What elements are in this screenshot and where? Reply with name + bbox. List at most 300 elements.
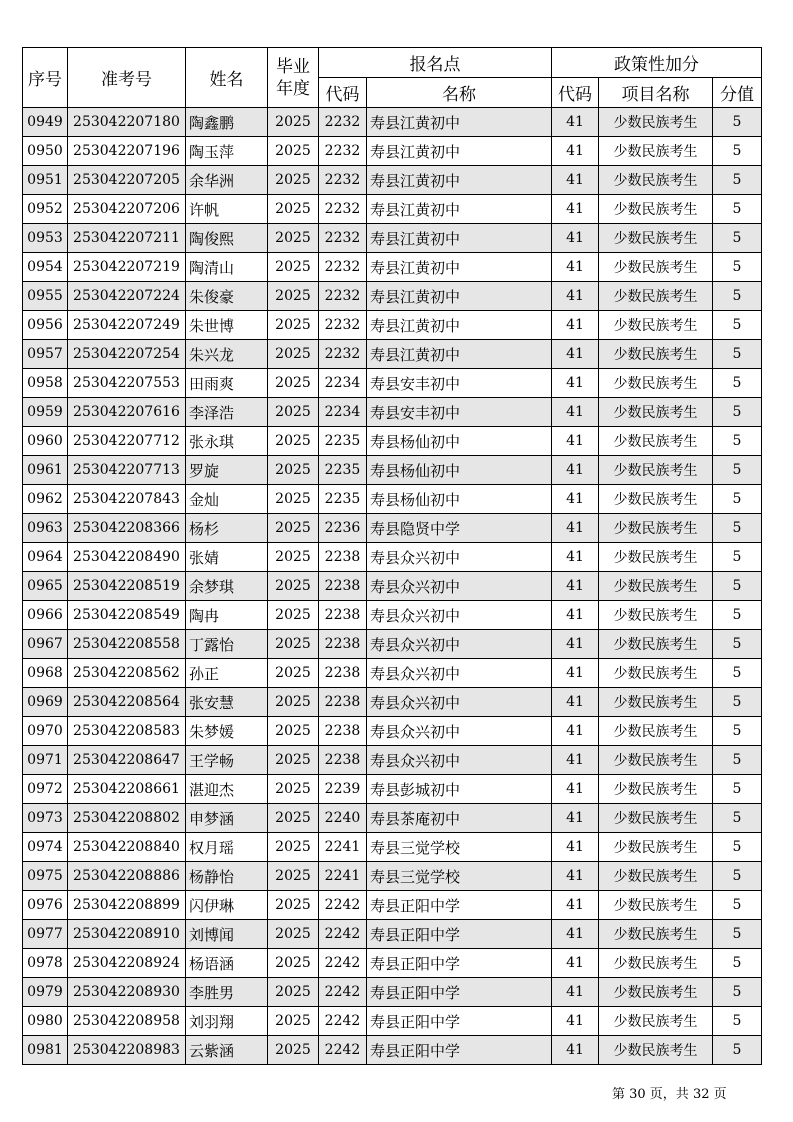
header-policy-bonus: 政策性加分 bbox=[552, 48, 762, 78]
seq-cell: 0959 bbox=[23, 398, 68, 427]
bonus-score-cell: 5 bbox=[713, 195, 762, 224]
seq-cell: 0972 bbox=[23, 775, 68, 804]
bonus-code-cell: 41 bbox=[552, 456, 599, 485]
bonus-code-cell: 41 bbox=[552, 659, 599, 688]
school-name-cell: 寿县众兴初中 bbox=[367, 572, 552, 601]
table-row bbox=[23, 195, 762, 224]
exam-no-cell: 253042207249 bbox=[68, 311, 186, 340]
seq-cell: 0961 bbox=[23, 456, 68, 485]
exam-no-cell: 253042208899 bbox=[68, 891, 186, 920]
bonus-score-cell: 5 bbox=[713, 862, 762, 891]
reg-code-cell: 2235 bbox=[319, 427, 367, 456]
bonus-item-cell: 少数民族考生 bbox=[599, 224, 713, 253]
bonus-score-cell: 5 bbox=[713, 137, 762, 166]
seq-cell: 0974 bbox=[23, 833, 68, 862]
bonus-code-cell: 41 bbox=[552, 746, 599, 775]
grad-year-cell: 2025 bbox=[268, 253, 319, 282]
reg-code-cell: 2232 bbox=[319, 224, 367, 253]
bonus-item-cell: 少数民族考生 bbox=[599, 833, 713, 862]
bonus-code-cell: 41 bbox=[552, 1036, 599, 1065]
reg-code-cell: 2232 bbox=[319, 137, 367, 166]
exam-no-cell: 253042207713 bbox=[68, 456, 186, 485]
exam-no-cell: 253042208661 bbox=[68, 775, 186, 804]
name-cell: 刘博闻 bbox=[186, 920, 268, 949]
school-name-cell: 寿县众兴初中 bbox=[367, 659, 552, 688]
table-body bbox=[23, 108, 762, 1065]
seq-cell: 0952 bbox=[23, 195, 68, 224]
grad-year-cell: 2025 bbox=[268, 166, 319, 195]
seq-cell: 0973 bbox=[23, 804, 68, 833]
bonus-score-cell: 5 bbox=[713, 282, 762, 311]
grad-year-cell: 2025 bbox=[268, 949, 319, 978]
exam-no-cell: 253042208840 bbox=[68, 833, 186, 862]
table-row bbox=[23, 166, 762, 195]
school-name-cell: 寿县江黄初中 bbox=[367, 224, 552, 253]
exam-no-cell: 253042207712 bbox=[68, 427, 186, 456]
table-row bbox=[23, 659, 762, 688]
school-name-cell: 寿县三觉学校 bbox=[367, 862, 552, 891]
bonus-score-cell: 5 bbox=[713, 833, 762, 862]
bonus-item-cell: 少数民族考生 bbox=[599, 601, 713, 630]
seq-cell: 0975 bbox=[23, 862, 68, 891]
table-row bbox=[23, 311, 762, 340]
bonus-item-cell: 少数民族考生 bbox=[599, 630, 713, 659]
bonus-code-cell: 41 bbox=[552, 253, 599, 282]
seq-cell: 0950 bbox=[23, 137, 68, 166]
seq-cell: 0963 bbox=[23, 514, 68, 543]
name-cell: 张安慧 bbox=[186, 688, 268, 717]
school-name-cell: 寿县安丰初中 bbox=[367, 398, 552, 427]
bonus-code-cell: 41 bbox=[552, 833, 599, 862]
school-name-cell: 寿县杨仙初中 bbox=[367, 456, 552, 485]
reg-code-cell: 2234 bbox=[319, 369, 367, 398]
bonus-score-cell: 5 bbox=[713, 978, 762, 1007]
name-cell: 朱梦媛 bbox=[186, 717, 268, 746]
bonus-item-cell: 少数民族考生 bbox=[599, 311, 713, 340]
table-row bbox=[23, 862, 762, 891]
exam-no-cell: 253042208564 bbox=[68, 688, 186, 717]
bonus-score-cell: 5 bbox=[713, 340, 762, 369]
seq-cell: 0954 bbox=[23, 253, 68, 282]
bonus-code-cell: 41 bbox=[552, 804, 599, 833]
school-name-cell: 寿县正阳中学 bbox=[367, 1036, 552, 1065]
reg-code-cell: 2238 bbox=[319, 543, 367, 572]
table-row bbox=[23, 108, 762, 137]
header-seq: 序号 bbox=[23, 48, 68, 108]
school-name-cell: 寿县江黄初中 bbox=[367, 282, 552, 311]
bonus-score-cell: 5 bbox=[713, 630, 762, 659]
bonus-score-cell: 5 bbox=[713, 427, 762, 456]
school-name-cell: 寿县江黄初中 bbox=[367, 311, 552, 340]
grad-year-cell: 2025 bbox=[268, 572, 319, 601]
table-row bbox=[23, 253, 762, 282]
table-row bbox=[23, 224, 762, 253]
reg-code-cell: 2242 bbox=[319, 978, 367, 1007]
header-bonus-item: 项目名称 bbox=[599, 78, 713, 108]
bonus-item-cell: 少数民族考生 bbox=[599, 427, 713, 456]
table-row bbox=[23, 398, 762, 427]
table-row bbox=[23, 833, 762, 862]
bonus-item-cell: 少数民族考生 bbox=[599, 891, 713, 920]
grad-year-cell: 2025 bbox=[268, 601, 319, 630]
reg-code-cell: 2241 bbox=[319, 862, 367, 891]
exam-no-cell: 253042207254 bbox=[68, 340, 186, 369]
bonus-item-cell: 少数民族考生 bbox=[599, 920, 713, 949]
bonus-code-cell: 41 bbox=[552, 195, 599, 224]
grad-year-cell: 2025 bbox=[268, 108, 319, 137]
grad-year-cell: 2025 bbox=[268, 1036, 319, 1065]
table-row bbox=[23, 630, 762, 659]
name-cell: 朱俊豪 bbox=[186, 282, 268, 311]
exam-no-cell: 253042208562 bbox=[68, 659, 186, 688]
bonus-item-cell: 少数民族考生 bbox=[599, 369, 713, 398]
bonus-score-cell: 5 bbox=[713, 601, 762, 630]
bonus-item-cell: 少数民族考生 bbox=[599, 166, 713, 195]
grad-year-cell: 2025 bbox=[268, 311, 319, 340]
bonus-item-cell: 少数民族考生 bbox=[599, 485, 713, 514]
grad-year-cell: 2025 bbox=[268, 195, 319, 224]
bonus-item-cell: 少数民族考生 bbox=[599, 572, 713, 601]
school-name-cell: 寿县茶庵初中 bbox=[367, 804, 552, 833]
table-row bbox=[23, 949, 762, 978]
reg-code-cell: 2242 bbox=[319, 1036, 367, 1065]
name-cell: 张永琪 bbox=[186, 427, 268, 456]
reg-code-cell: 2234 bbox=[319, 398, 367, 427]
bonus-code-cell: 41 bbox=[552, 630, 599, 659]
school-name-cell: 寿县杨仙初中 bbox=[367, 485, 552, 514]
name-cell: 杨语涵 bbox=[186, 949, 268, 978]
reg-code-cell: 2242 bbox=[319, 949, 367, 978]
name-cell: 杨静怡 bbox=[186, 862, 268, 891]
grad-year-cell: 2025 bbox=[268, 398, 319, 427]
table-row bbox=[23, 427, 762, 456]
bonus-score-cell: 5 bbox=[713, 1036, 762, 1065]
table-row bbox=[23, 717, 762, 746]
bonus-code-cell: 41 bbox=[552, 282, 599, 311]
bonus-score-cell: 5 bbox=[713, 688, 762, 717]
exam-no-cell: 253042208924 bbox=[68, 949, 186, 978]
grad-year-cell: 2025 bbox=[268, 456, 319, 485]
name-cell: 陶玉萍 bbox=[186, 137, 268, 166]
table-row bbox=[23, 282, 762, 311]
bonus-score-cell: 5 bbox=[713, 108, 762, 137]
grad-year-cell: 2025 bbox=[268, 659, 319, 688]
table-row bbox=[23, 601, 762, 630]
bonus-code-cell: 41 bbox=[552, 514, 599, 543]
table-row bbox=[23, 1036, 762, 1065]
bonus-code-cell: 41 bbox=[552, 427, 599, 456]
name-cell: 陶俊熙 bbox=[186, 224, 268, 253]
header-bonus-code: 代码 bbox=[552, 78, 599, 108]
exam-no-cell: 253042207843 bbox=[68, 485, 186, 514]
header-bonus-score: 分值 bbox=[713, 78, 762, 108]
grad-year-cell: 2025 bbox=[268, 775, 319, 804]
bonus-item-cell: 少数民族考生 bbox=[599, 775, 713, 804]
reg-code-cell: 2232 bbox=[319, 282, 367, 311]
name-cell: 金灿 bbox=[186, 485, 268, 514]
reg-code-cell: 2238 bbox=[319, 572, 367, 601]
exam-no-cell: 253042207219 bbox=[68, 253, 186, 282]
bonus-score-cell: 5 bbox=[713, 369, 762, 398]
name-cell: 王学畅 bbox=[186, 746, 268, 775]
table-row bbox=[23, 1007, 762, 1036]
seq-cell: 0958 bbox=[23, 369, 68, 398]
table-row bbox=[23, 485, 762, 514]
exam-no-cell: 253042208366 bbox=[68, 514, 186, 543]
seq-cell: 0965 bbox=[23, 572, 68, 601]
exam-no-cell: 253042208519 bbox=[68, 572, 186, 601]
bonus-score-cell: 5 bbox=[713, 456, 762, 485]
school-name-cell: 寿县江黄初中 bbox=[367, 137, 552, 166]
seq-cell: 0953 bbox=[23, 224, 68, 253]
seq-cell: 0967 bbox=[23, 630, 68, 659]
exam-no-cell: 253042207553 bbox=[68, 369, 186, 398]
name-cell: 陶清山 bbox=[186, 253, 268, 282]
exam-no-cell: 253042207224 bbox=[68, 282, 186, 311]
reg-code-cell: 2232 bbox=[319, 340, 367, 369]
bonus-score-cell: 5 bbox=[713, 166, 762, 195]
name-cell: 罗旋 bbox=[186, 456, 268, 485]
exam-no-cell: 253042208647 bbox=[68, 746, 186, 775]
seq-cell: 0968 bbox=[23, 659, 68, 688]
seq-cell: 0949 bbox=[23, 108, 68, 137]
school-name-cell: 寿县正阳中学 bbox=[367, 978, 552, 1007]
table-row bbox=[23, 137, 762, 166]
school-name-cell: 寿县众兴初中 bbox=[367, 688, 552, 717]
reg-code-cell: 2232 bbox=[319, 253, 367, 282]
school-name-cell: 寿县三觉学校 bbox=[367, 833, 552, 862]
grad-year-cell: 2025 bbox=[268, 630, 319, 659]
reg-code-cell: 2241 bbox=[319, 833, 367, 862]
table-row bbox=[23, 543, 762, 572]
bonus-item-cell: 少数民族考生 bbox=[599, 253, 713, 282]
bonus-code-cell: 41 bbox=[552, 224, 599, 253]
grad-year-cell: 2025 bbox=[268, 340, 319, 369]
school-name-cell: 寿县正阳中学 bbox=[367, 1007, 552, 1036]
bonus-item-cell: 少数民族考生 bbox=[599, 978, 713, 1007]
school-name-cell: 寿县江黄初中 bbox=[367, 195, 552, 224]
reg-code-cell: 2240 bbox=[319, 804, 367, 833]
exam-no-cell: 253042208886 bbox=[68, 862, 186, 891]
table-row bbox=[23, 514, 762, 543]
bonus-score-cell: 5 bbox=[713, 920, 762, 949]
table-row bbox=[23, 456, 762, 485]
bonus-code-cell: 41 bbox=[552, 485, 599, 514]
name-cell: 丁露怡 bbox=[186, 630, 268, 659]
grad-year-cell: 2025 bbox=[268, 891, 319, 920]
table-row bbox=[23, 920, 762, 949]
bonus-item-cell: 少数民族考生 bbox=[599, 949, 713, 978]
bonus-item-cell: 少数民族考生 bbox=[599, 688, 713, 717]
bonus-code-cell: 41 bbox=[552, 688, 599, 717]
seq-cell: 0979 bbox=[23, 978, 68, 1007]
name-cell: 湛迎杰 bbox=[186, 775, 268, 804]
table-row bbox=[23, 688, 762, 717]
name-cell: 朱兴龙 bbox=[186, 340, 268, 369]
grad-year-cell: 2025 bbox=[268, 833, 319, 862]
bonus-item-cell: 少数民族考生 bbox=[599, 456, 713, 485]
name-cell: 权月瑶 bbox=[186, 833, 268, 862]
table-row bbox=[23, 340, 762, 369]
name-cell: 李泽浩 bbox=[186, 398, 268, 427]
bonus-item-cell: 少数民族考生 bbox=[599, 398, 713, 427]
bonus-score-cell: 5 bbox=[713, 746, 762, 775]
bonus-item-cell: 少数民族考生 bbox=[599, 282, 713, 311]
name-cell: 许帆 bbox=[186, 195, 268, 224]
reg-code-cell: 2242 bbox=[319, 920, 367, 949]
school-name-cell: 寿县正阳中学 bbox=[367, 949, 552, 978]
name-cell: 杨杉 bbox=[186, 514, 268, 543]
bonus-score-cell: 5 bbox=[713, 775, 762, 804]
table-row bbox=[23, 978, 762, 1007]
bonus-item-cell: 少数民族考生 bbox=[599, 862, 713, 891]
school-name-cell: 寿县江黄初中 bbox=[367, 253, 552, 282]
header-reg-name: 名称 bbox=[367, 78, 552, 108]
header-reg-point: 报名点 bbox=[319, 48, 552, 78]
name-cell: 申梦涵 bbox=[186, 804, 268, 833]
bonus-item-cell: 少数民族考生 bbox=[599, 717, 713, 746]
reg-code-cell: 2235 bbox=[319, 456, 367, 485]
grad-year-cell: 2025 bbox=[268, 543, 319, 572]
seq-cell: 0956 bbox=[23, 311, 68, 340]
school-name-cell: 寿县隐贤中学 bbox=[367, 514, 552, 543]
seq-cell: 0969 bbox=[23, 688, 68, 717]
table-row bbox=[23, 746, 762, 775]
bonus-code-cell: 41 bbox=[552, 166, 599, 195]
bonus-score-cell: 5 bbox=[713, 659, 762, 688]
reg-code-cell: 2238 bbox=[319, 717, 367, 746]
reg-code-cell: 2232 bbox=[319, 311, 367, 340]
table-row bbox=[23, 572, 762, 601]
table-header bbox=[23, 48, 762, 108]
reg-code-cell: 2238 bbox=[319, 630, 367, 659]
admission-bonus-table bbox=[22, 47, 762, 1065]
reg-code-cell: 2232 bbox=[319, 166, 367, 195]
seq-cell: 0981 bbox=[23, 1036, 68, 1065]
name-cell: 闪伊琳 bbox=[186, 891, 268, 920]
school-name-cell: 寿县杨仙初中 bbox=[367, 427, 552, 456]
seq-cell: 0978 bbox=[23, 949, 68, 978]
header-reg-code: 代码 bbox=[319, 78, 367, 108]
exam-no-cell: 253042208549 bbox=[68, 601, 186, 630]
bonus-score-cell: 5 bbox=[713, 543, 762, 572]
school-name-cell: 寿县众兴初中 bbox=[367, 630, 552, 659]
bonus-item-cell: 少数民族考生 bbox=[599, 746, 713, 775]
school-name-cell: 寿县江黄初中 bbox=[367, 108, 552, 137]
seq-cell: 0964 bbox=[23, 543, 68, 572]
bonus-item-cell: 少数民族考生 bbox=[599, 514, 713, 543]
exam-no-cell: 253042207211 bbox=[68, 224, 186, 253]
exam-no-cell: 253042208958 bbox=[68, 1007, 186, 1036]
reg-code-cell: 2238 bbox=[319, 746, 367, 775]
bonus-item-cell: 少数民族考生 bbox=[599, 340, 713, 369]
reg-code-cell: 2238 bbox=[319, 688, 367, 717]
school-name-cell: 寿县彭城初中 bbox=[367, 775, 552, 804]
bonus-score-cell: 5 bbox=[713, 398, 762, 427]
grad-year-cell: 2025 bbox=[268, 282, 319, 311]
bonus-code-cell: 41 bbox=[552, 1007, 599, 1036]
reg-code-cell: 2235 bbox=[319, 485, 367, 514]
seq-cell: 0962 bbox=[23, 485, 68, 514]
name-cell: 李胜男 bbox=[186, 978, 268, 1007]
reg-code-cell: 2238 bbox=[319, 601, 367, 630]
bonus-score-cell: 5 bbox=[713, 572, 762, 601]
bonus-code-cell: 41 bbox=[552, 775, 599, 804]
bonus-item-cell: 少数民族考生 bbox=[599, 659, 713, 688]
grad-year-cell: 2025 bbox=[268, 1007, 319, 1036]
name-cell: 张婧 bbox=[186, 543, 268, 572]
bonus-score-cell: 5 bbox=[713, 514, 762, 543]
school-name-cell: 寿县正阳中学 bbox=[367, 891, 552, 920]
exam-no-cell: 253042208983 bbox=[68, 1036, 186, 1065]
name-cell: 云紫涵 bbox=[186, 1036, 268, 1065]
grad-year-cell: 2025 bbox=[268, 920, 319, 949]
name-cell: 孙正 bbox=[186, 659, 268, 688]
bonus-code-cell: 41 bbox=[552, 572, 599, 601]
school-name-cell: 寿县众兴初中 bbox=[367, 543, 552, 572]
grad-year-cell: 2025 bbox=[268, 369, 319, 398]
bonus-code-cell: 41 bbox=[552, 398, 599, 427]
bonus-code-cell: 41 bbox=[552, 601, 599, 630]
bonus-score-cell: 5 bbox=[713, 485, 762, 514]
school-name-cell: 寿县众兴初中 bbox=[367, 717, 552, 746]
bonus-item-cell: 少数民族考生 bbox=[599, 804, 713, 833]
grad-year-cell: 2025 bbox=[268, 514, 319, 543]
bonus-score-cell: 5 bbox=[713, 717, 762, 746]
seq-cell: 0971 bbox=[23, 746, 68, 775]
bonus-code-cell: 41 bbox=[552, 920, 599, 949]
reg-code-cell: 2242 bbox=[319, 1007, 367, 1036]
grad-year-cell: 2025 bbox=[268, 224, 319, 253]
seq-cell: 0970 bbox=[23, 717, 68, 746]
exam-no-cell: 253042207616 bbox=[68, 398, 186, 427]
seq-cell: 0960 bbox=[23, 427, 68, 456]
bonus-item-cell: 少数民族考生 bbox=[599, 137, 713, 166]
bonus-code-cell: 41 bbox=[552, 340, 599, 369]
bonus-score-cell: 5 bbox=[713, 949, 762, 978]
reg-code-cell: 2242 bbox=[319, 891, 367, 920]
grad-year-cell: 2025 bbox=[268, 978, 319, 1007]
name-cell: 田雨爽 bbox=[186, 369, 268, 398]
name-cell: 刘羽翔 bbox=[186, 1007, 268, 1036]
exam-no-cell: 253042208583 bbox=[68, 717, 186, 746]
exam-no-cell: 253042207196 bbox=[68, 137, 186, 166]
seq-cell: 0976 bbox=[23, 891, 68, 920]
table-row bbox=[23, 369, 762, 398]
exam-no-cell: 253042208558 bbox=[68, 630, 186, 659]
school-name-cell: 寿县江黄初中 bbox=[367, 340, 552, 369]
grad-year-cell: 2025 bbox=[268, 688, 319, 717]
reg-code-cell: 2236 bbox=[319, 514, 367, 543]
grad-year-cell: 2025 bbox=[268, 804, 319, 833]
reg-code-cell: 2232 bbox=[319, 108, 367, 137]
bonus-code-cell: 41 bbox=[552, 891, 599, 920]
grad-year-cell: 2025 bbox=[268, 427, 319, 456]
seq-cell: 0951 bbox=[23, 166, 68, 195]
bonus-score-cell: 5 bbox=[713, 891, 762, 920]
table-row bbox=[23, 804, 762, 833]
bonus-code-cell: 41 bbox=[552, 978, 599, 1007]
bonus-code-cell: 41 bbox=[552, 949, 599, 978]
exam-no-cell: 253042207205 bbox=[68, 166, 186, 195]
grad-year-cell: 2025 bbox=[268, 746, 319, 775]
bonus-code-cell: 41 bbox=[552, 108, 599, 137]
exam-no-cell: 253042207206 bbox=[68, 195, 186, 224]
bonus-score-cell: 5 bbox=[713, 253, 762, 282]
bonus-code-cell: 41 bbox=[552, 369, 599, 398]
reg-code-cell: 2239 bbox=[319, 775, 367, 804]
exam-no-cell: 253042208930 bbox=[68, 978, 186, 1007]
